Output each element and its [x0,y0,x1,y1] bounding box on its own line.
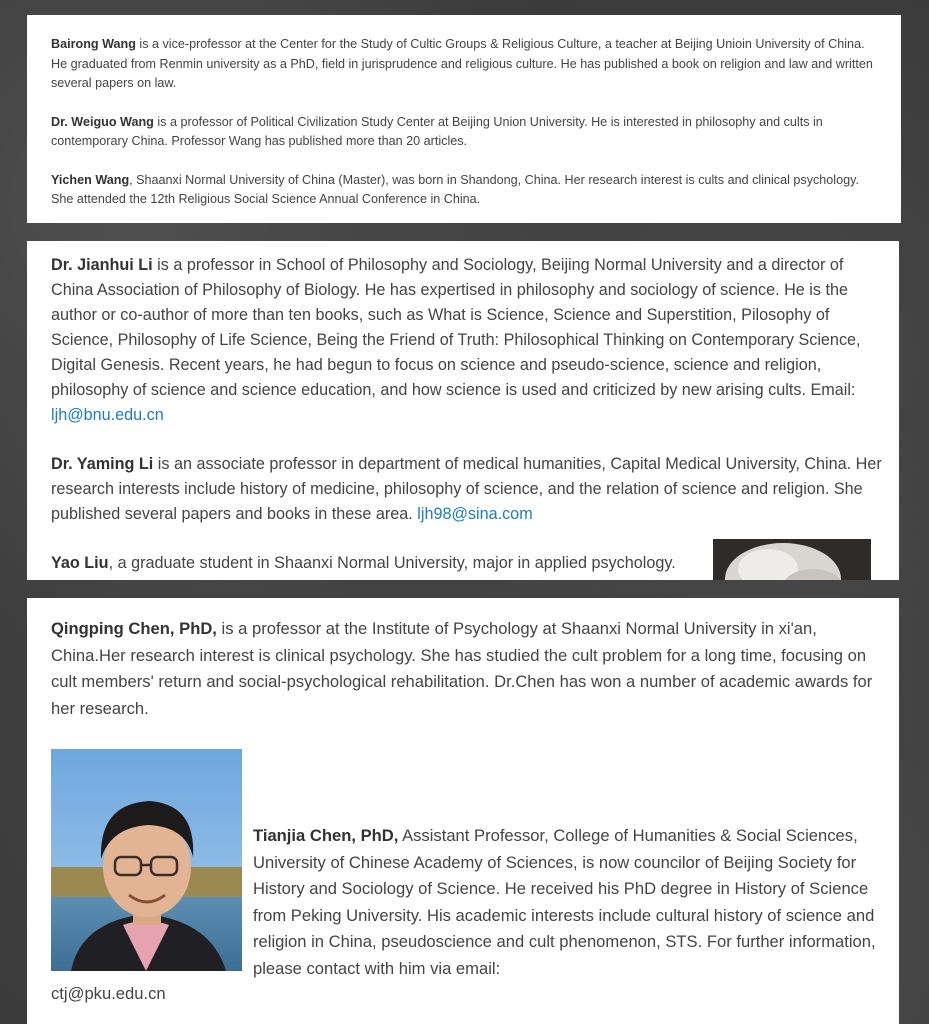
bio-weiguo-wang [51,113,877,152]
bio-name: Tianjia Chen, PhD, [253,826,399,845]
bio-tianjia-chen [253,823,883,982]
bio-name: Dr. Yaming Li [51,455,154,473]
bio-name: Yichen Wang [51,172,130,187]
bio-text: is a professor at the Institute of Psychology at Shaanxi Normal University in xi'an, China.Her research interest is clinical psychology. She has studied the cult problem for a long time, focusing on cult members' return and social-psychological rehabilitation. Dr.Chen has won a number of academic awards for her research. [51,619,873,718]
email-link[interactable]: ljh98@sina.com [417,505,533,523]
bio-qingping-chen [51,616,879,722]
bio-name: Bairong Wang [51,37,136,51]
bio-text: is a vice-professor at the Center for the Study of Cultic Groups & Religious Culture, a teacher at Beijing Unioin University of China. He graduated from Renmin university as a PhD, field in jurisprudence and religious culture. He has published a book on religion and law and written several papers on law. [51,37,873,90]
bio-name: Qingping Chen, PhD, [51,619,217,638]
bio-text: , Shaanxi Normal University of China (Master), was born in Shandong, China. Her research interest is cults and clinical psychology. She attended the 12th Religious Social Science Annual Conference in China. [51,172,859,206]
email-link[interactable]: ctj@pku.edu.cn [51,984,166,1003]
email-link[interactable]: ljh@bnu.edu.cn [51,406,164,424]
bio-name: Dr. Weiguo Wang [51,114,154,129]
bio-text: Assistant Professor, College of Humanities & Social Sciences, University of Chinese Academy of Sciences, is now councilor of Beijing Society for History and Sociology of Science. He received his PhD degree in History of Science from Peking University. His academic interests include cultural history of science and religion in China, pseudoscience and cult phenomenon, STS. For further information, please contact with him via email: [253,826,876,978]
bio-panel-li [27,241,899,580]
bio-text: is a professor of Political Civilization Study Center at Beijing Union University. He is interested in philosophy and cults in contemporary China. Professor Wang has published more than 20 articles. [51,114,823,148]
bio-jianhui-li [51,253,885,428]
bio-text: is an associate professor in department of medical humanities, Capital Medical University, China. Her research interests include history of medicine, philosophy of science, and the relation of science and religion. She published several papers and books in these area. [51,455,882,523]
tianjia-chen-photo [51,749,242,971]
bio-yaming-li [51,452,885,527]
bio-text: is a professor in School of Philosophy and Sociology, Beijing Normal University and a director of China Association of Philosophy of Biology. He has expertised in philosophy and sociology of science. He is the author or co-author of more than ten books, such as What is Science, Science and Superstition, Pilosophy of Science, Philosophy of Life Science, Being the Friend of Truth: Philosophical Thinking on Contemporary Science, Digital Genesis. Recent years, he had begun to focus on science and pseudo-science, science and religion, philosophy of science and science education, and how science is used and criticized by new arising cults. Email: [51,256,861,399]
bio-text: , a graduate student in Shaanxi Normal University, major in applied psychology. [108,554,676,572]
portrait-photo-cropped [713,539,871,580]
bio-name: Dr. Jianhui Li [51,256,153,274]
bio-yichen-wang [51,171,877,210]
bio-panel-chen [27,598,899,1024]
bio-panel-wang [27,15,901,223]
bio-tianjia-email-line [51,981,451,1008]
bio-name: Yao Liu [51,554,109,572]
bio-bairong-wang [51,35,877,94]
